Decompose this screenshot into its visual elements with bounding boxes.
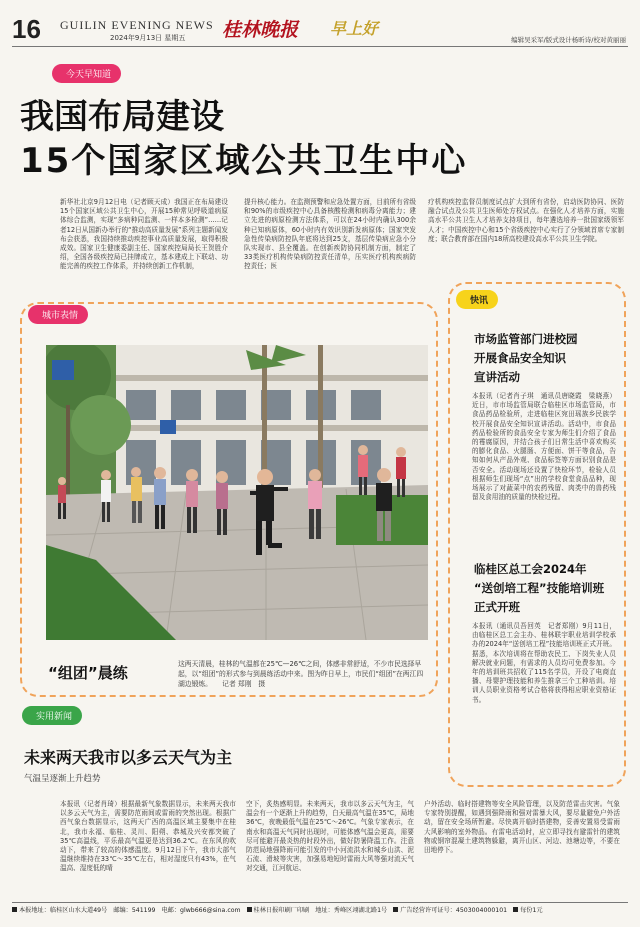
footer-postcode: 邮编：541199 — [113, 907, 156, 914]
news1-title-line: 宣讲活动 — [474, 370, 520, 384]
news1-title — [474, 330, 578, 387]
bullet-icon — [393, 907, 398, 912]
section-name: 早上好 — [330, 19, 379, 38]
paper-name: GUILIN EVENING NEWS — [60, 18, 214, 32]
lead-col-2: 提升核心能力。在监测预警和应急处置方面，目前所有省级和90%的市级疾控中心具备核酸检测和病毒分离能力；建立先进的病原检测方法体系，可以在24小时内确认300余种已知病原体，60小时内有效识别新发病原体；国家突发急性传染病防控队年底将达到25支，基层传染病应急小分队实现市、县全覆盖。在创新疾防协同机制方面，制定了33类医疗机构传染病防控责任清单，压实医疗机构疾病防控责任；医 — [244, 198, 416, 271]
weather-col-1: 本报讯（记者肖琦）根据最新气象数据显示，未来两天我市以多云天气为主，需要防范雨间或雷雨的突然出现。根据广西气象台数据显示，这两天广西的高温区域主要集中在桂北，我市永福、临桂、灵川、阳朔、恭城及兴安都突破了35℃高温线，平乐最高气温更是达到36.2℃。在东风的吹动下，带来了较高的体感温度。9月12日下午，我市大部气温继续维持在33℃～35℃左右，相对湿度只有43%，在气温高、湿度低的晴 — [60, 800, 236, 873]
footer-address: 本报地址：临桂区山水大道49号 — [12, 905, 107, 914]
practical-news-label: 实用新闻 — [22, 706, 82, 725]
lead-col-1: 新华社北京9月12日电（记者顾天成）我国正在布局建设15个国家区域公共卫生中心，开展15种常见呼吸道病原体综合监测，实现“多病种同监测、一样本多检测”……记者12日从国新办举行的“推动高质量发展”系列主题新闻发布会获悉，我国持续推动疾控事业高质量发展，取得积极成效。国家卫生健康委副主任、国家疾控局局长王贺胜介绍，全国各级疾控局已挂牌成立，基本建成上下联动、功能完善的疾控工作体系，并持续创新工作机制， — [60, 198, 228, 271]
today-know-label: 今天早知道 — [52, 64, 121, 83]
weather-headline: 未来两天我市以多云天气为主 — [24, 748, 233, 767]
footer-printer: 桂林日报印刷厂印刷 — [247, 905, 310, 914]
weather-col-2: 空下，炙热感明显。未来两天，我市以多云天气为主，气温会有一个逐渐上升的趋势，白天最高气温在35℃，局地36℃，夜晚最低气温在25℃～26℃。气象专家表示，在南水和高温天气同时出现时，可能体感气温会更高，需要尽可能避开最炎热的时段外出，做好防暑降温工作。注意防范局地强降雨可能引发的中小河流洪水和城乡山洪、泥石流、滑坡等灾害，加强易地短时雷雨大风等强对流天气对交通，江河航运、 — [246, 800, 414, 873]
news2-title — [474, 560, 604, 617]
news1-title-line: 市场监管部门进校园 — [474, 332, 578, 346]
lead-col-3: 疗机构疾控监督员制度试点扩大到所有省份，启动医防协同、医防融合试点及公共卫生医师处方权试点。在强化人才培养方面，实施高水平公共卫生人才培养支持项目，每年遴选培养一批国家级领军人才；中国疾控中心和15个省级疾控中心实行了分领域首席专家制度；联合教育部在国内18所高校建设高水平公共卫生学院。 — [428, 198, 624, 243]
header-rule — [12, 46, 628, 47]
photo-caption: 这两天清晨，桂林的气温都在25℃—26℃之间，体感非常舒适，不少市民选择早起，以“组团”的形式参与到晨练活动中来。图为昨日早上，市民们“组团”在两江四湖边锻炼。 记者 郑刚 摄 — [178, 660, 424, 688]
news2-title-line: 正式开班 — [474, 600, 520, 614]
headline-line-1: 我国布局建设 — [20, 97, 224, 137]
quick-news-label: 快讯 — [456, 290, 498, 309]
masthead-logo: 桂林晚报 — [222, 19, 299, 41]
issue-date: 2024年9月13日 星期五 — [110, 34, 186, 42]
weather-subheadline: 气温呈逐渐上升趋势 — [24, 774, 101, 784]
news1-title-line: 开展食品安全知识 — [474, 351, 566, 365]
news2-title-line: “送创培工程”技能培训班 — [474, 581, 605, 595]
city-scene-label: 城市表情 — [28, 305, 88, 324]
footer-email: 电邮：glwb666@sina.com — [161, 907, 241, 914]
photo-title: “组团”晨练 — [48, 664, 128, 682]
bullet-icon — [513, 907, 518, 912]
weather-col-3: 户外活动、临时搭建物等安全风险管理，以及防范雷击灾害。气象专家特别提醒，如遇到强降雨和强对雷暴大风，要尽量避免户外活动，留在安全场所暂避。尽快离开临时搭建物，妥善安置易受雷雨大风影响的室外物品。有雷电活动时，应立即寻找有避雷针的建筑物或钢帘混凝土建筑物躲避，离开山区、河边、池塘边等，不要在田地停下。 — [424, 800, 620, 855]
footer-license: 广告经营许可证号：4503004000101 — [393, 905, 507, 914]
bullet-icon — [12, 907, 17, 912]
headline-line-2: 15个国家区域公共卫生中心 — [20, 141, 468, 181]
editor-credits: 编辑吴采军/版式设计杨昕诗/校对黄丽丽 — [511, 36, 626, 44]
morning-exercise-photo — [46, 345, 428, 640]
lead-headline — [20, 95, 467, 183]
footer-price: 每份1元 — [513, 905, 543, 914]
bullet-icon — [247, 907, 252, 912]
news2-body: 本报讯（通讯员吾回英 记者郑刚）9月11日，由临桂区总工会主办、桂林联宇职业培训学校承办的2024年“送创培工程”技能培训班正式开班。据悉，本次培训将在帮助农民工、下岗失业人员解决就业问题，有需求的人员均可免费参加。今年的培训班共招收了115名学员，开设了电商直播、母婴护理技能和养生推拿三个工种培训。培训人员职业资格考试合格将获得相应职业资格证书。 — [472, 622, 616, 704]
news2-title-line: 临桂区总工会2024年 — [474, 562, 587, 576]
page-number: 16 — [12, 14, 41, 44]
news1-body: 本报讯（记者肖子琪 通讯员唐晓霞 梁晓燕）近日，市市场监管局联合临桂区市场监管局，市食品药品检验所，走进临桂区宛田瑶族乡民族学校开展食品安全知识宣讲活动。活动中，市食品药品检验所的食品安全专家为师生们介绍了食品的霉腐原因，并结合孩子们日常生活中喜欢购买的膨化食品、火腿肠、方便面、饼干等食品，告知如何从产品外观、食品标签等方面识别食品是否安全。活动现场还设置了快检环节，检验人员根据师生们现场“点”出的学校食堂食品品种，现场展示了对蔬菜中的农药残留、肉类中的兽药残留及食用油的质量的快检过程。 — [472, 392, 616, 502]
footer-printer-address: 地址：秀峰区翊湖北路1号 — [315, 907, 388, 914]
footer — [12, 902, 628, 914]
